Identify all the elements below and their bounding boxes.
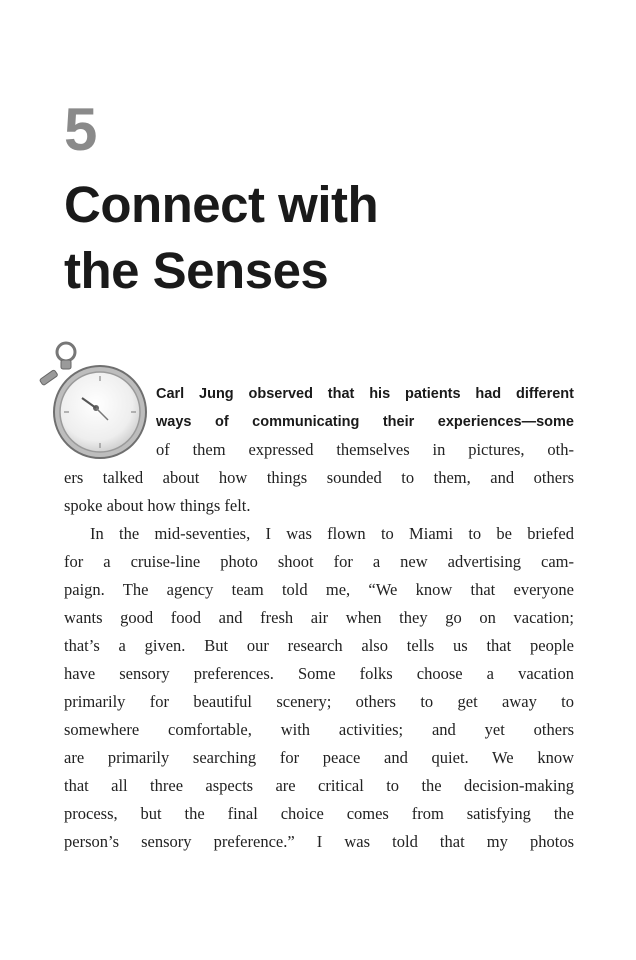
body-line: for a cruise-line photo shoot for a new advertising cam-	[64, 552, 574, 571]
body-line: have sensory preferences. Some folks choose a vacation	[64, 664, 574, 683]
chapter-title-line-1: Connect with	[64, 176, 379, 233]
body-line: ers talked about how things sounded to them, and others	[64, 468, 574, 487]
body-line: of them expressed themselves in pictures, oth-	[156, 440, 574, 459]
body-line: In the mid-seventies, I was flown to Miami to be briefed	[90, 524, 574, 543]
body-line: paign. The agency team told me, “We know that everyone	[64, 580, 574, 599]
body-line: spoke about how things felt.	[64, 496, 251, 515]
chapter-number: 5	[64, 96, 98, 163]
body-line: that’s a given. But our research also tells us that people	[64, 636, 574, 655]
body-line: process, but the final choice comes from satisfying the	[64, 804, 574, 823]
body-line: wants good food and fresh air when they go on vacation;	[64, 608, 574, 627]
body-line: Carl Jung observed that his patients had different	[156, 386, 574, 402]
body-line: that all three aspects are critical to the decision-making	[64, 776, 574, 795]
body-line: are primarily searching for peace and quiet. We know	[64, 748, 574, 767]
body-line: ways of communicating their experiences—some	[156, 414, 574, 430]
body-text	[64, 380, 574, 856]
body-line: primarily for beautiful scenery; others to get away to	[64, 692, 574, 711]
body-line: person’s sensory preference.” I was told that my photos	[64, 832, 574, 851]
chapter-title	[64, 172, 378, 304]
body-line: somewhere comfortable, with activities; and yet others	[64, 720, 574, 739]
chapter-title-line-2: the Senses	[64, 242, 329, 299]
